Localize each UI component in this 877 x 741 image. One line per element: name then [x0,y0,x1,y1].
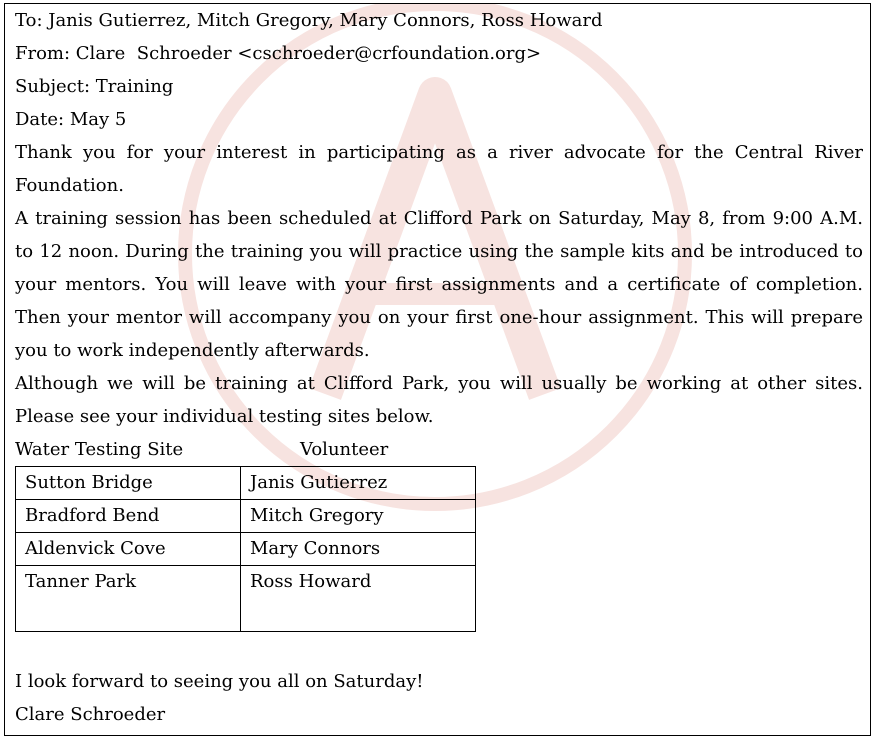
table-row [16,533,476,566]
closing-line: I look forward to seeing you all on Saturday! [15,671,424,692]
to-line: To: Janis Gutierrez, Mitch Gregory, Mary Connors, Ross Howard [15,10,603,31]
paragraph-intro: Thank you for your interest in participating as a river advocate for the Central River Foundation. [15,142,863,196]
date-line: Date: May 5 [15,109,127,130]
table-row [16,566,476,632]
subject-line: Subject: Training [15,76,174,97]
volunteer-cell: Mary Connors [241,533,476,566]
paragraph-training: A training session has been scheduled at Clifford Park on Saturday, May 8, from 9:00 A.M. to 12 noon. During the training you will practice using the sample kits and be introduced to your mentors. You will leave with your first assignments and a certificate of completion. Then your mentor will accompany you on your first one-hour assignment. This will prepare you to work independently afterwards. [15,208,863,361]
table-row [16,500,476,533]
document-frame [4,3,871,736]
site-cell: Sutton Bridge [16,467,241,500]
table-header [15,433,863,466]
signature: Clare Schroeder [15,704,166,725]
from-line: From: Clare Schroeder <cschroeder@crfoundation.org> [15,43,542,64]
spacer [15,632,863,665]
volunteer-cell: Mitch Gregory [241,500,476,533]
header-volunteer: Volunteer [300,439,389,460]
volunteer-cell: Janis Gutierrez [241,467,476,500]
site-cell: Aldenvick Cove [16,533,241,566]
sites-table [15,466,476,632]
site-cell: Bradford Bend [16,500,241,533]
header-site: Water Testing Site [15,439,184,460]
email-content [15,4,863,731]
volunteer-cell: Ross Howard [241,566,476,632]
table-row [16,467,476,500]
paragraph-sites: Although we will be training at Clifford Park, you will usually be working at other sites. Please see your individual testing sites below. [15,373,863,427]
site-cell: Tanner Park [16,566,241,632]
